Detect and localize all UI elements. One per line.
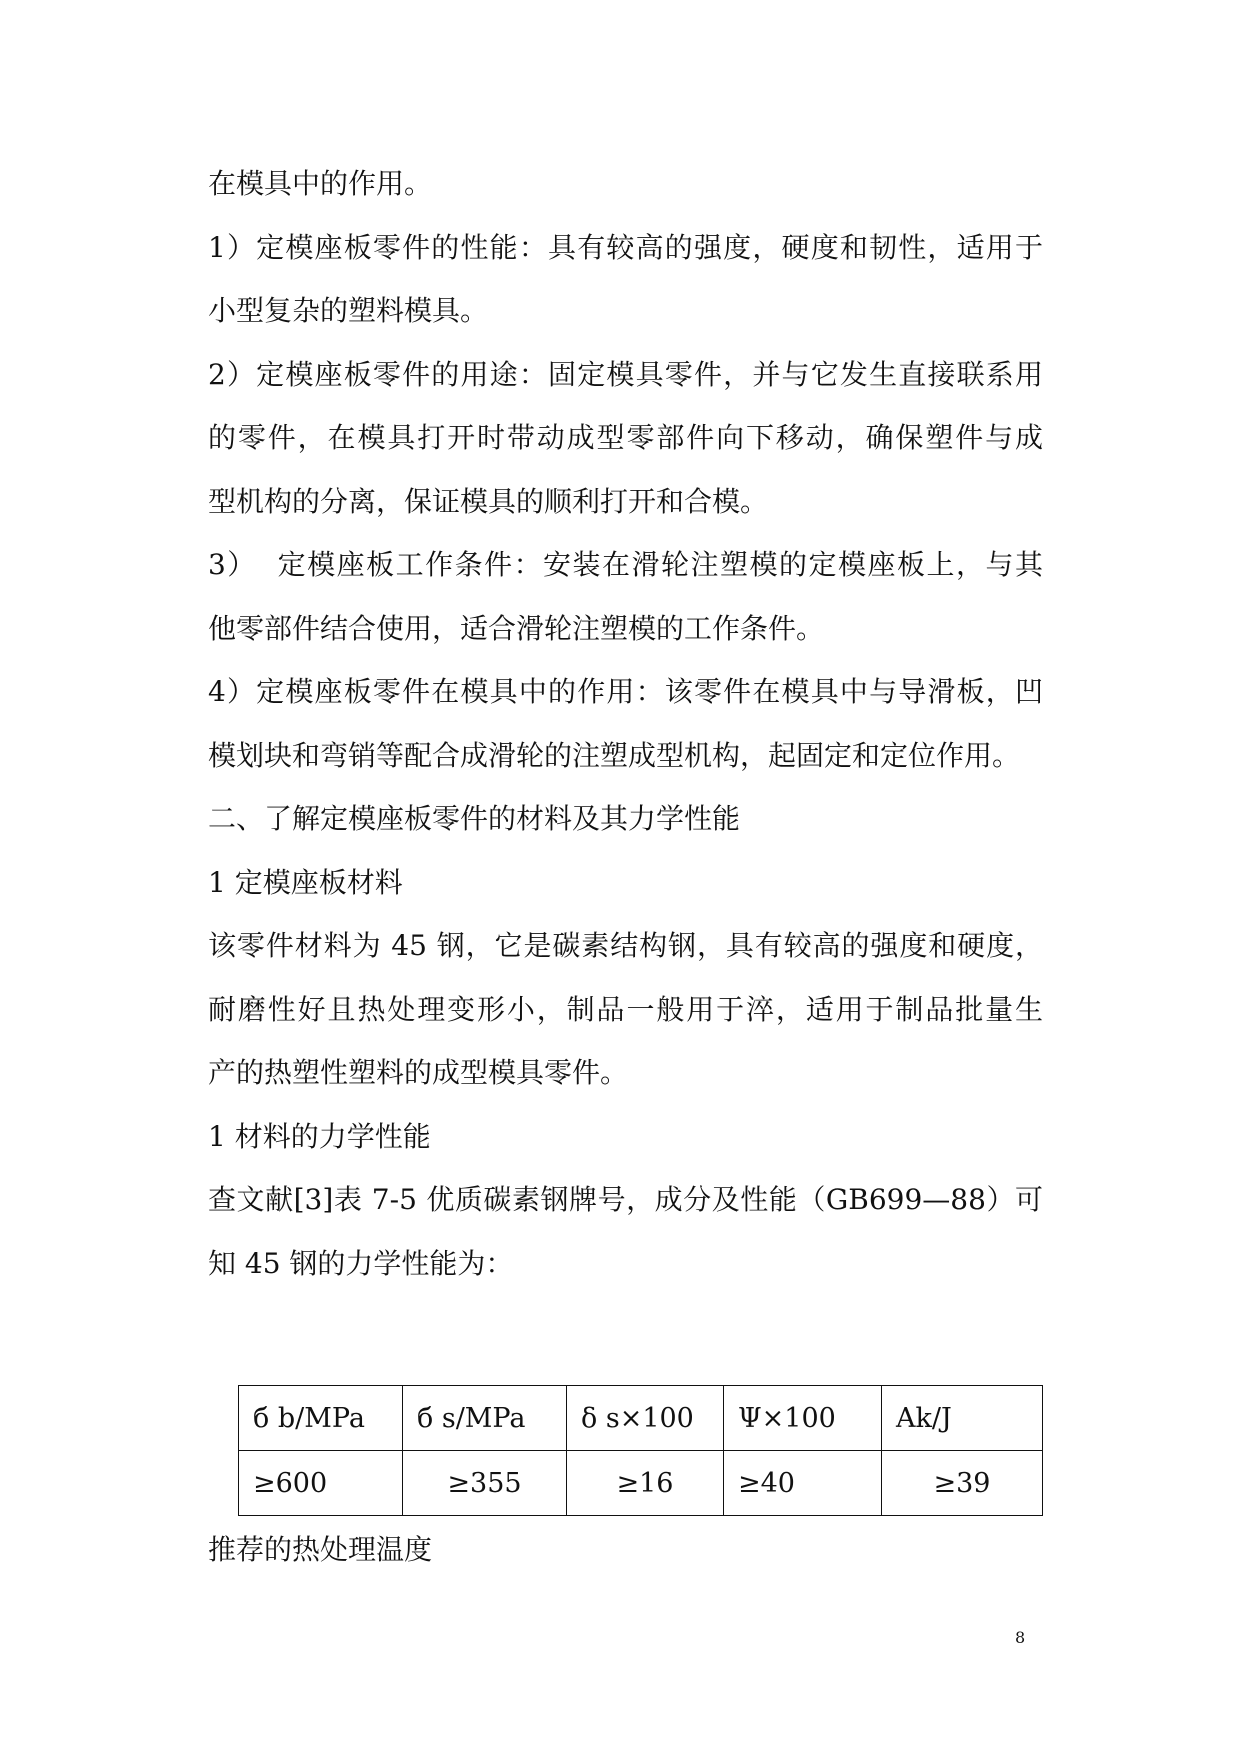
text-line: 4）定模座板零件在模具中的作用：该零件在模具中与导滑板，凹 <box>208 675 1043 708</box>
table-cell: ≥600 <box>239 1451 403 1516</box>
table-header-row <box>239 1386 1043 1451</box>
text-line: 查文献[3]表 7-5 优质碳素钢牌号，成分及性能（GB699—88）可 <box>208 1183 1043 1216</box>
text-line: 知 45 钢的力学性能为： <box>208 1246 514 1280</box>
table-row <box>239 1451 1043 1516</box>
table-header-cell: Ψ×100 <box>724 1386 882 1451</box>
text-line: 小型复杂的塑料模具。 <box>208 294 489 327</box>
text-line: 在模具中的作用。 <box>208 167 433 200</box>
page-number: 8 <box>1015 1628 1026 1647</box>
text-line: 型机构的分离，保证模具的顺利打开和合模。 <box>208 484 769 518</box>
mechanical-properties-table <box>238 1385 1043 1516</box>
subsection-heading: 1 材料的力学性能 <box>208 1119 431 1153</box>
section-heading: 二、了解定模座板零件的材料及其力学性能 <box>208 802 741 835</box>
text-line: 耐磨性好且热处理变形小，制品一般用于淬，适用于制品批量生 <box>208 992 1043 1026</box>
table-header-cell: б b/MPa <box>239 1386 403 1451</box>
table-cell: ≥40 <box>724 1451 882 1516</box>
text-line: 3） 定模座板工作条件：安装在滑轮注塑模的定模座板上，与其 <box>208 548 1043 581</box>
table-header-cell: Ak/J <box>882 1386 1043 1451</box>
table-cell: ≥355 <box>403 1451 567 1516</box>
heat-treatment-heading: 推荐的热处理温度 <box>208 1533 433 1566</box>
body-text <box>208 152 1043 1295</box>
subsection-heading: 1 定模座板材料 <box>208 865 403 899</box>
text-line: 该零件材料为 45 钢，它是碳素结构钢，具有较高的强度和硬度， <box>208 929 1043 962</box>
table-header-cell: б s/MPa <box>403 1386 567 1451</box>
text-line: 他零部件结合使用，适合滑轮注塑模的工作条件。 <box>208 611 825 645</box>
text-line: 的零件，在模具打开时带动成型零部件向下移动，确保塑件与成 <box>208 421 1043 454</box>
table-cell: ≥16 <box>567 1451 724 1516</box>
table-cell: ≥39 <box>882 1451 1043 1516</box>
table-header-cell: δ s×100 <box>567 1386 724 1451</box>
text-line: 2）定模座板零件的用途：固定模具零件，并与它发生直接联系用 <box>208 357 1043 391</box>
text-line: 产的热塑性塑料的成型模具零件。 <box>208 1056 629 1089</box>
text-line: 1）定模座板零件的性能：具有较高的强度，硬度和韧性，适用于 <box>208 230 1043 264</box>
text-line: 模划块和弯销等配合成滑轮的注塑成型机构，起固定和定位作用。 <box>208 738 1021 772</box>
